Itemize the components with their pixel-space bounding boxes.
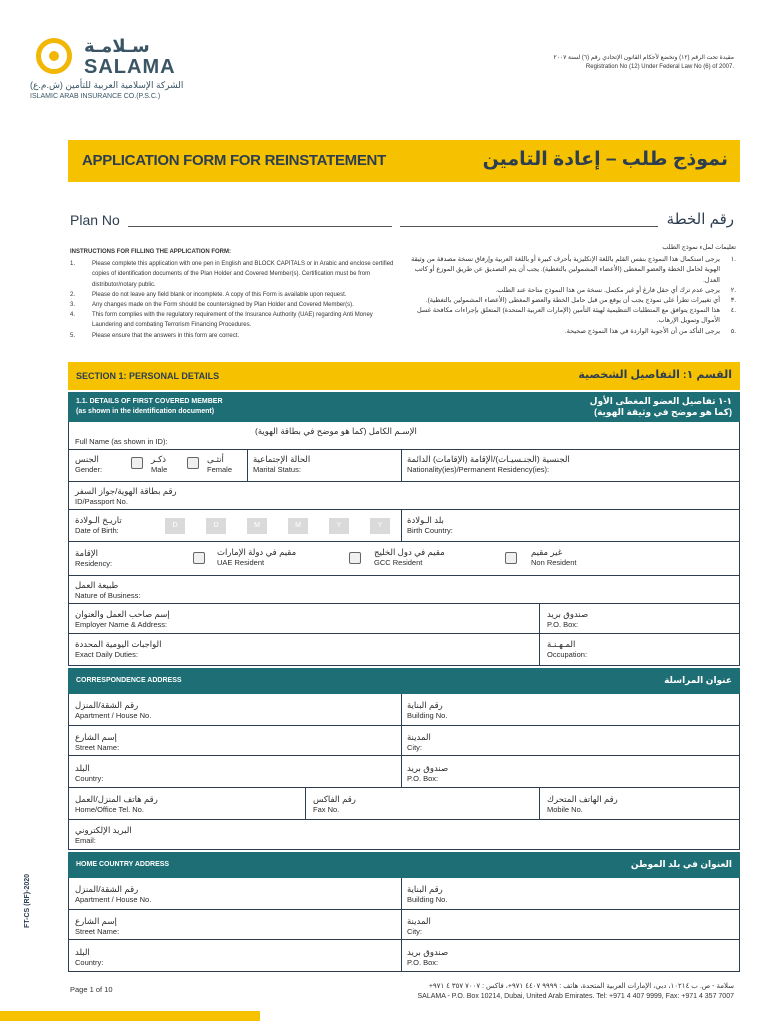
form-code: FT-CS (RF)-2020 [24, 873, 31, 928]
corr-street-field[interactable]: Street Name: [75, 743, 120, 752]
home-building-field[interactable]: Building No. [407, 895, 448, 904]
id-label-ar: رقم بطاقة الهوية/جواز السفر [75, 486, 177, 496]
home-country-field[interactable]: Country: [75, 958, 104, 967]
subsection-title-en: 1.1. DETAILS OF FIRST COVERED MEMBER (as shown in the identification document) [76, 398, 223, 415]
instruction-item: 1. Please complete this application with one pen in English and BLOCK CAPITALS or in Arabic and enclose certified copies of identification documents of the Plan Holder and Covered Member(s). Certification must be from distributor/notary public. [70, 261, 394, 288]
business-label-ar: طبيعة العمل [75, 580, 119, 590]
corr-email-row[interactable] [69, 820, 739, 850]
divider [401, 450, 402, 481]
home-street-row [69, 910, 739, 940]
male-checkbox[interactable] [131, 457, 143, 469]
plan-no-label-ar: رقم الخطة [666, 211, 734, 228]
gender-marital-row [69, 450, 739, 482]
home-apartment-row [69, 878, 739, 910]
gender-label-en: Gender: [75, 465, 103, 474]
home-apartment-field[interactable]: Apartment / House No. [75, 895, 152, 904]
corr-country-row [69, 756, 739, 788]
instruction-item: 2. Please do not leave any field blank or incomplete. A copy of this Form is available upon request. [70, 291, 347, 298]
divider [539, 788, 540, 819]
correspondence-form [68, 694, 740, 850]
corr-fax-field[interactable]: Fax No. [313, 805, 340, 814]
employer-label-ar: إسم صاحب العمل والعنوان [75, 609, 170, 619]
corr-phone-row [69, 788, 739, 820]
plan-no-field-ar[interactable] [400, 226, 658, 227]
gcc-resident-label-ar: مقيم في دول الخليج [374, 547, 445, 557]
registration-info [553, 54, 734, 72]
dob-month-2[interactable]: M [288, 518, 308, 534]
home-city-field[interactable]: City: [407, 927, 422, 936]
corr-apartment-field[interactable]: Apartment / House No. [75, 711, 152, 720]
non-resident-label-ar: غير مقيم [531, 547, 563, 557]
company-name-en: ISLAMIC ARAB INSURANCE CO.(P.S.C.) [30, 93, 161, 100]
id-passport-row[interactable] [69, 482, 739, 510]
instructions-en [70, 247, 400, 341]
dob-month-1[interactable]: M [247, 518, 267, 534]
nationality-label-ar: الجنسية (الجنـسيـات)/الإقامة (الإقامات) الدائمة [407, 454, 570, 464]
corr-pobox-label-ar: صندوق بريد [407, 763, 449, 773]
divider [305, 788, 306, 819]
footer-accent-bar [0, 1011, 260, 1021]
instruction-item-ar: .٢ يرجى عدم ترك أي حقل فارغ أو غير مكتمل. نسخة من هذا النموذج متاحة عند الطلب. [495, 286, 736, 294]
corr-email-label-en: Email: [75, 836, 96, 845]
full-name-label-en: Full Name (as shown in ID): [75, 437, 168, 446]
dob-label-ar: تاريـخ الـولادة [75, 515, 122, 525]
instructions-heading-en: INSTRUCTIONS FOR FILLING THE APPLICATION FORM: [70, 249, 231, 255]
corr-building-label-ar: رقم البناية [407, 700, 443, 710]
divider [401, 756, 402, 787]
pobox-field[interactable]: P.O. Box: [547, 620, 579, 629]
section-1-header [68, 362, 740, 390]
occupation-field[interactable]: Occupation: [547, 650, 588, 659]
home-apartment-label-ar: رقم الشقة/المنزل [75, 884, 139, 894]
residency-label-ar: الإقامة [75, 548, 98, 558]
home-country-header [68, 852, 740, 878]
uae-resident-checkbox[interactable] [193, 552, 205, 564]
divider [401, 940, 402, 971]
footer-address-en: SALAMA - P.O. Box 10214, Dubai, United Arab Emirates. Tel: +971 4 407 9999, Fax: +971 4 357 7007 [417, 993, 734, 1000]
correspondence-header [68, 668, 740, 694]
id-label-en: ID/Passport No. [75, 497, 128, 506]
corr-mobile-field[interactable]: Mobile No. [547, 805, 583, 814]
plan-no-field[interactable] [128, 226, 392, 227]
dob-year-1[interactable]: Y [329, 518, 349, 534]
home-country-label-ar: البلد [75, 947, 90, 957]
form-title-bar [68, 140, 740, 182]
corr-home-tel-label-ar: رقم هاتف المنزل/العمل [75, 794, 158, 804]
nationality-field[interactable]: Nationality(ies)/Permanent Residency(ies): [407, 465, 550, 474]
corr-apartment-label-ar: رقم الشقة/المنزل [75, 700, 139, 710]
subsection-1-1-header [68, 392, 740, 422]
gcc-resident-checkbox[interactable] [349, 552, 361, 564]
residency-label-en: Residency: [75, 559, 113, 568]
corr-mobile-label-ar: رقم الهاتف المتحرك [547, 794, 618, 804]
logo-text-en: SALAMA [84, 56, 176, 78]
instruction-item: 3. Any changes made on the Form should be countersigned by Plan Holder and Covered Member(s). [70, 302, 354, 309]
employer-row [69, 604, 739, 634]
registration-en: Registration No (12) Under Federal Law No (6) of 2007. [585, 64, 734, 70]
female-label-en: Female [207, 465, 233, 474]
corr-street-label-ar: إسم الشارع [75, 732, 117, 742]
instructions-ar [406, 243, 736, 337]
male-label-en: Male [151, 465, 168, 474]
occupation-label-ar: المـهـنـة [547, 639, 576, 649]
female-checkbox[interactable] [187, 457, 199, 469]
form-title-ar: نموذج طلب – إعادة التامين [482, 149, 728, 170]
business-row[interactable] [69, 576, 739, 604]
form-title-en: APPLICATION FORM FOR REINSTATEMENT [82, 152, 386, 169]
instruction-item: 4. This form complies with the regulatory requirement of the Insurance Authority (UAE) regarding Anti Money Laundering and combating Terrorism Financing Procedures. [70, 312, 373, 329]
correspondence-title-en: CORRESPONDENCE ADDRESS [76, 677, 182, 684]
divider [401, 910, 402, 939]
home-country-title-en: HOME COUNTRY ADDRESS [76, 861, 170, 868]
home-city-label-ar: المدينة [407, 916, 431, 926]
duties-row [69, 634, 739, 666]
corr-building-field[interactable]: Building No. [407, 711, 448, 720]
logo-mark-icon [36, 38, 72, 74]
divider [401, 510, 402, 541]
dob-day-1[interactable]: D [165, 518, 185, 534]
corr-pobox-field[interactable]: P.O. Box: [407, 774, 439, 783]
dob-year-2[interactable]: Y [370, 518, 390, 534]
duties-label-ar: الواجبات اليومية المحددة [75, 639, 162, 649]
corr-country-label-ar: البلد [75, 763, 90, 773]
duties-field[interactable]: Exact Daily Duties: [75, 650, 138, 659]
logo-text-ar: سـلامـة [84, 36, 150, 56]
employer-field[interactable]: Employer Name & Address: [75, 620, 168, 629]
marital-status-field[interactable]: Marital Status: [253, 465, 301, 474]
corr-email-label-ar: البريد الإلكتروني [75, 825, 132, 835]
home-pobox-label-ar: صندوق بريد [407, 947, 449, 957]
home-country-form [68, 878, 740, 972]
corr-country-field[interactable]: Country: [75, 774, 104, 783]
home-street-label-ar: إسم الشارع [75, 916, 117, 926]
full-name-row[interactable] [69, 422, 739, 450]
male-label-ar: ذكـر [151, 454, 167, 464]
home-pobox-field[interactable]: P.O. Box: [407, 958, 439, 967]
divider [247, 450, 248, 481]
instructions-heading-ar: تعليمات لملء نموذج الطلب [662, 244, 736, 251]
uae-resident-label-en: UAE Resident [217, 558, 265, 567]
section-1-title-en: SECTION 1: PERSONAL DETAILS [76, 371, 220, 381]
divider [401, 878, 402, 909]
divider [539, 604, 540, 633]
registration-ar: مقيدة تحت الرقم (١٢) وتخضع لأحكام القانون الإتحادي رقم (٦) لسنة ٢٠٠٧ [553, 55, 734, 61]
dob-day-2[interactable]: D [206, 518, 226, 534]
marital-label-ar: الحالة الإجتماعية [253, 454, 311, 464]
company-name-ar: الشركة الإسلامية العربية للتأمين (ش.م.ع) [30, 80, 184, 90]
corr-city-label-ar: المدينة [407, 732, 431, 742]
instruction-item: 5. Please ensure that the answers in this form are correct. [70, 332, 240, 339]
home-street-field[interactable]: Street Name: [75, 927, 120, 936]
instruction-item-ar: .٣ أي تغييرات تطرأ على نموذج يجب أن يوقع من قبل حامل الخطة والعضو المغطى (الأعضاء المشمولين بالتغطية). [425, 297, 736, 305]
corr-street-row [69, 726, 739, 756]
birth-country-label-ar: بلد الـولادة [407, 515, 444, 525]
birth-country-field[interactable]: Birth Country: [407, 526, 453, 535]
corr-fax-label-ar: رقم الفاكس [313, 794, 356, 804]
page-number: Page 1 of 10 [70, 985, 113, 994]
personal-details-form [68, 422, 740, 666]
divider [401, 694, 402, 725]
corr-city-field[interactable]: City: [407, 743, 422, 752]
home-country-row [69, 940, 739, 972]
correspondence-title-ar: عنوان المراسلة [664, 675, 732, 685]
dob-label-en: Date of Birth: [75, 526, 119, 535]
gcc-resident-label-en: GCC Resident [374, 558, 423, 567]
non-resident-checkbox[interactable] [505, 552, 517, 564]
footer-address-ar: سلامة - ص. ب ١٠٢١٤، دبي، الإمارات العربية المتحدة، هاتف : ٩٩٩٩ ٤٤٠٧ ٩٧١+، فاكس : ٧٠٠٧ ٣٥٧ ٤ ٩٧١+ [428, 983, 734, 990]
home-country-title-ar: العنوان في بلد الموطن [630, 859, 732, 869]
residency-row [69, 542, 739, 576]
section-1-title-ar: القسم ١: التفاصيل الشخصية [578, 369, 732, 381]
corr-home-tel-field[interactable]: Home/Office Tel. No. [75, 805, 144, 814]
pobox-label-ar: صندوق بريد [547, 609, 589, 619]
female-label-ar: أنثـى [207, 454, 224, 464]
divider [401, 726, 402, 755]
company-logo [30, 36, 190, 108]
subsection-title-ar: ١-١ تفاصيل العضو المغطى الأول (كما هو موضح في وثيقة الهوية) [589, 396, 732, 417]
instruction-item-ar: .١ يرجى استكمال هذا النموذج بنفس القلم باللغة الإنكليزية بأحرف كبيرة أو باللغة العربية وإرفاق نسخة مصدقة من وثيقة الهوية لحامل الخطة والعضو المغطى (الأعضاء المشمولين بالتغطية). يجب أن يتم التصديق عن طريق الموزع أو كاتب العدل. [411, 256, 736, 284]
plan-no-label-en: Plan No [70, 212, 120, 228]
full-name-label-ar: الإسـم الكامل (كما هو موضح في بطاقة الهوية) [255, 426, 417, 436]
corr-apartment-row [69, 694, 739, 726]
instruction-item-ar: .٥ يرجى التأكد من أن الأجوبة الواردة في هذا النموذج صحيحة. [564, 327, 736, 335]
instruction-item-ar: .٤ هذا النموذج يتوافق مع المتطلبات التنظيمية لهيئة التأمين (الإمارات العربية المتحدة) المتعلق بإجراءات مكافحة غسل الأموال وتمويل الإرهاب. [416, 307, 736, 325]
gender-label-ar: الجنس [75, 454, 99, 464]
dob-row [69, 510, 739, 542]
divider [539, 634, 540, 665]
business-label-en: Nature of Business: [75, 591, 141, 600]
non-resident-label-en: Non Resident [531, 558, 577, 567]
uae-resident-label-ar: مقيم في دولة الإمارات [217, 547, 297, 557]
home-building-label-ar: رقم البناية [407, 884, 443, 894]
